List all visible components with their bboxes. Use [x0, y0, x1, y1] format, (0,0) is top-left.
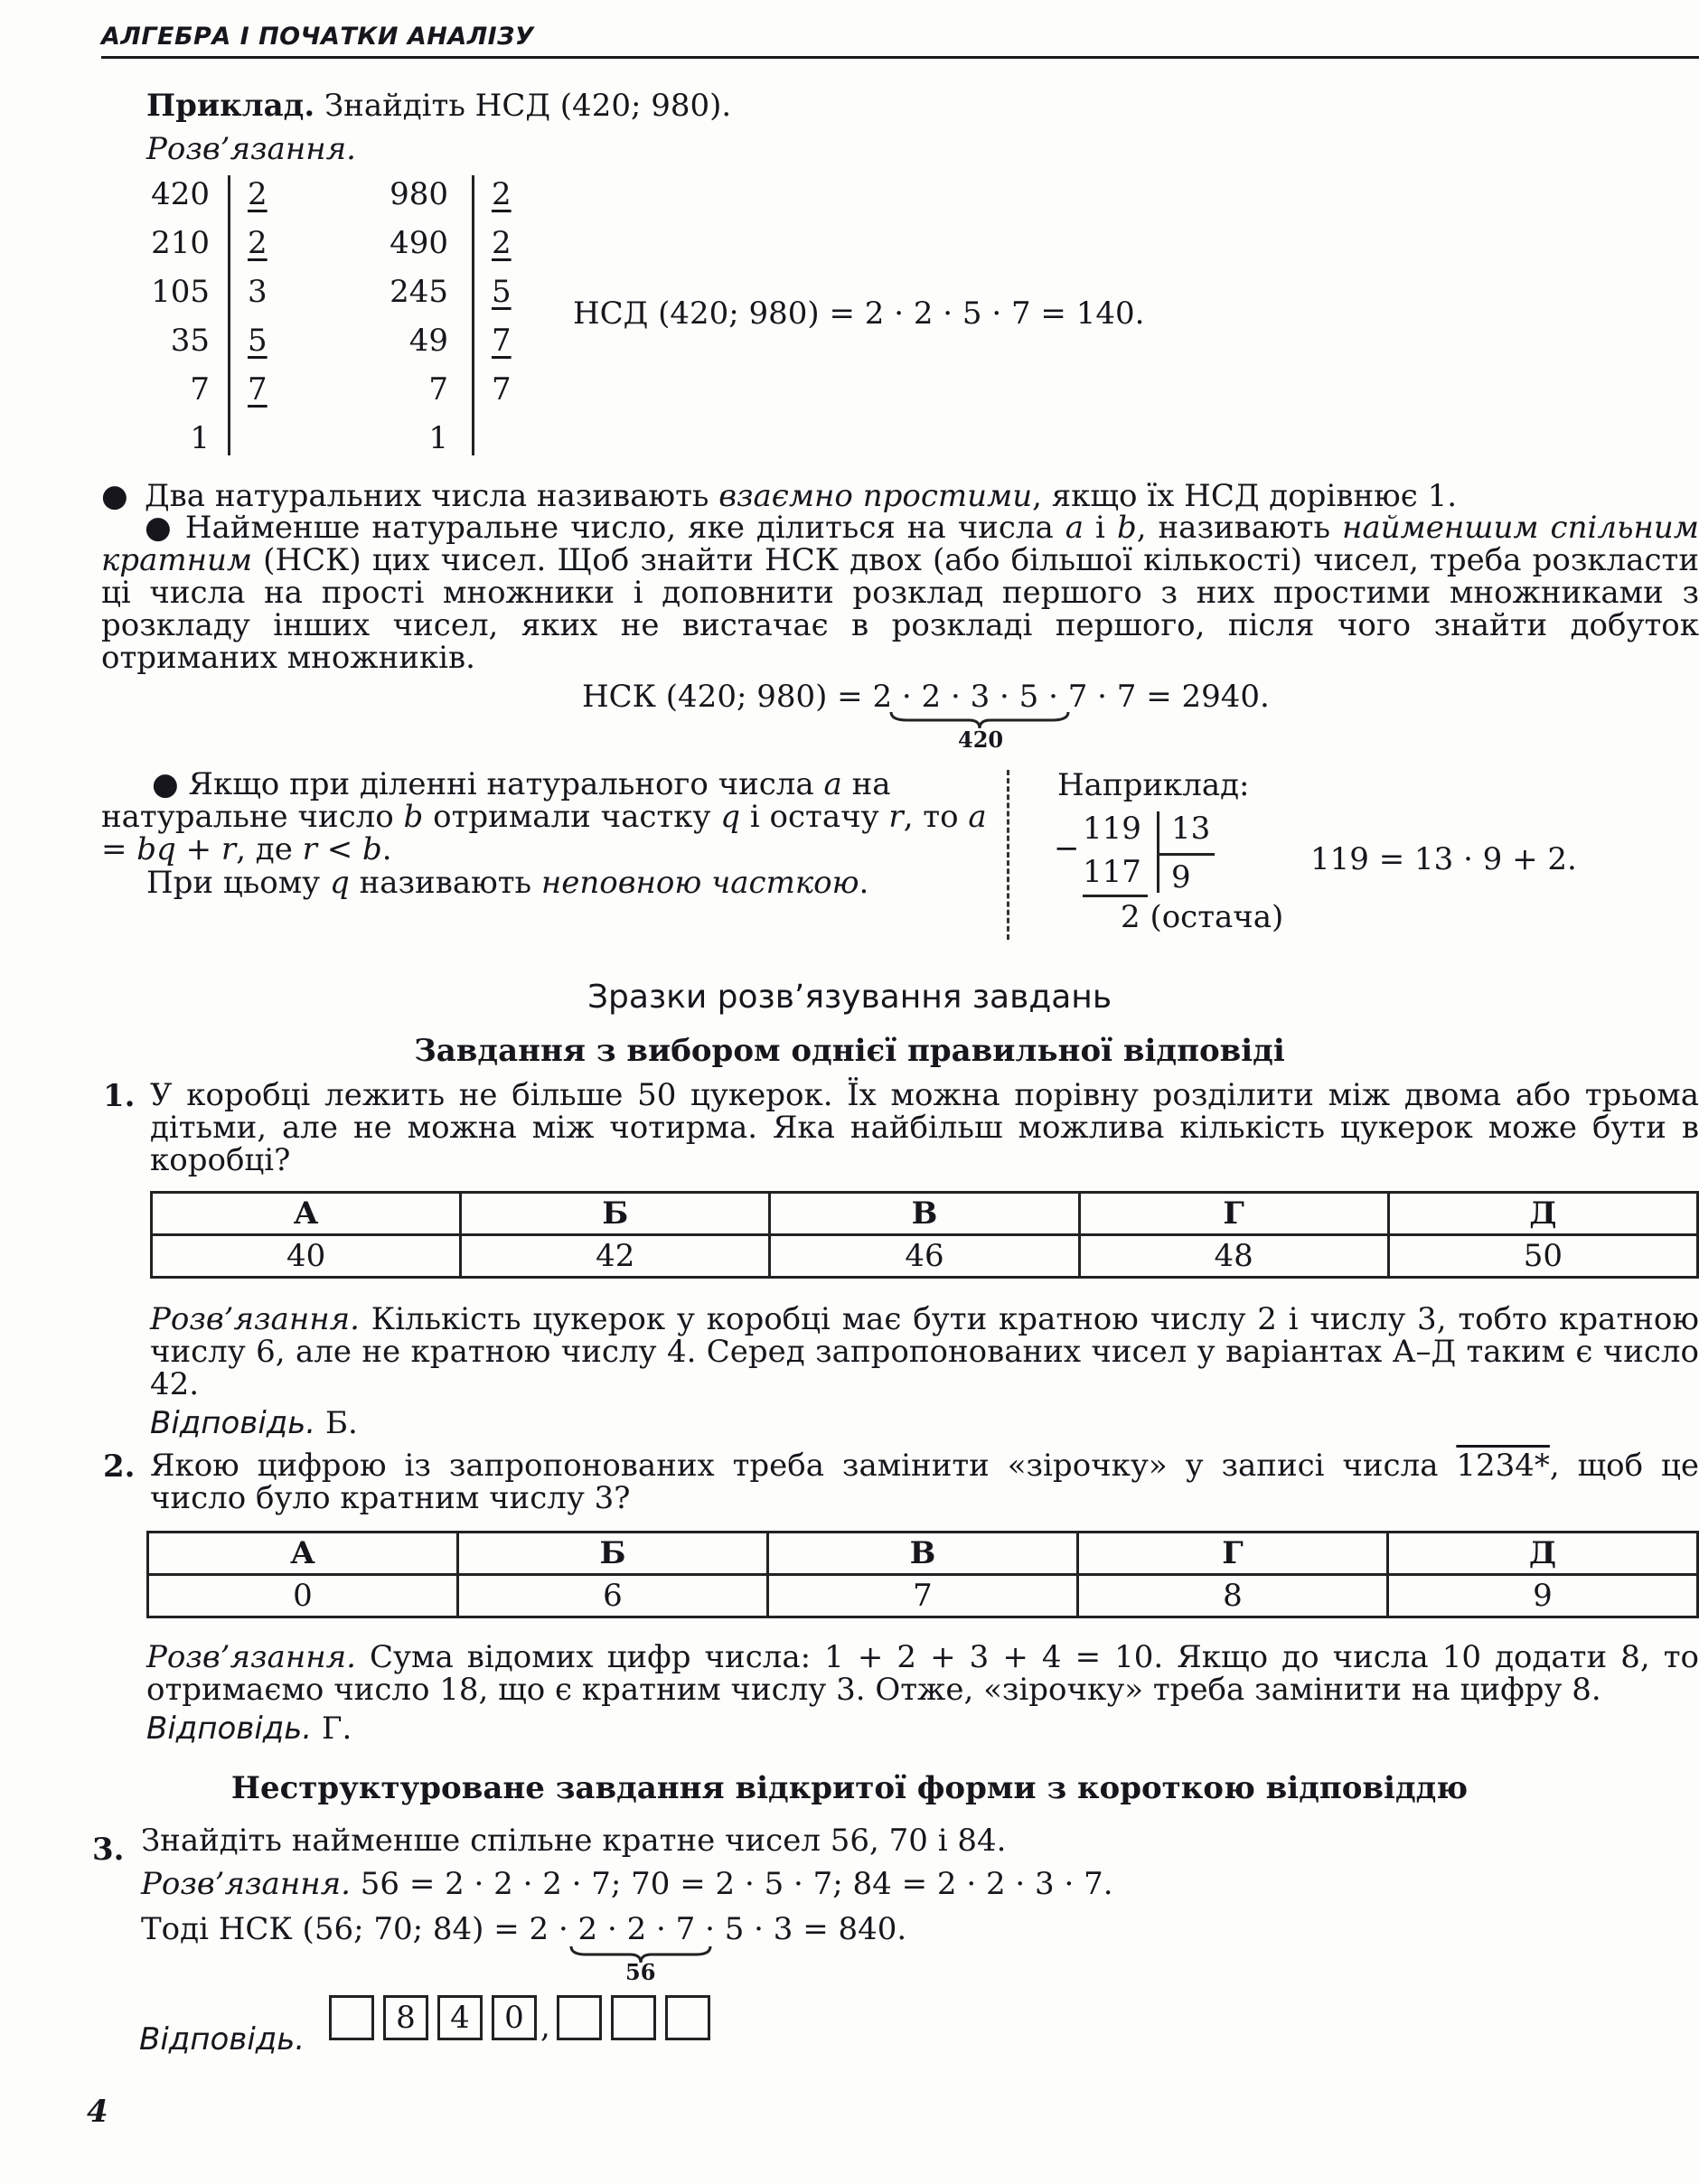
- option-value: 48: [1079, 1235, 1388, 1278]
- var-q: q: [720, 799, 741, 835]
- bullet-icon: ●: [101, 478, 128, 514]
- lcm-formula-braced: 2 · 2 · 3 · 5 · 7: [872, 679, 1088, 715]
- options-header-row: [148, 1533, 1698, 1575]
- fac-right-num: 980: [390, 176, 448, 212]
- division-text-10: .: [859, 865, 869, 901]
- fac-right-factor: 7: [492, 371, 512, 408]
- division-formula: a = bq + r: [101, 799, 987, 867]
- q1-options-table: [150, 1191, 1699, 1279]
- solution-label: Розв’язання.: [146, 1639, 356, 1675]
- q3-solution-text: 56 = 2 · 2 · 2 · 7; 70 = 2 · 5 · 7; 84 = 2 · 2 · 3 · 7.: [350, 1866, 1113, 1902]
- q2-answer: [146, 1711, 352, 1746]
- division-text-8: При цьому: [146, 865, 330, 901]
- remainder: 2 (остача): [1121, 899, 1284, 935]
- fac-left-num: 420: [151, 176, 210, 212]
- fac-left-bar: [228, 175, 230, 455]
- header-title: АЛГЕБРА І ПОЧАТКИ АНАЛІЗУ: [101, 23, 535, 51]
- q3-lcm-braced: 2 · 2 · 2 · 7: [529, 1911, 696, 1947]
- division-text-5: , то: [903, 799, 969, 835]
- header-rule: [101, 56, 1699, 59]
- incomplete-quotient: [146, 866, 868, 900]
- divisor: 13: [1171, 811, 1211, 847]
- option-value: 7: [768, 1575, 1078, 1617]
- division-text-2: на натуральне число: [101, 766, 891, 835]
- solution-label: Розв’язання.: [146, 131, 356, 167]
- q1-answer: [150, 1406, 358, 1440]
- q3-text: Знайдіть найменше спільне кратне чисел 56, 70 і 84.: [141, 1823, 1007, 1859]
- answer-label: Відповідь.: [139, 2021, 305, 2057]
- q3-brace-label: 56: [625, 1959, 656, 1985]
- division-equation: 119 = 13 · 9 + 2.: [1310, 841, 1577, 877]
- division-definition: [101, 768, 1005, 866]
- options-header-row: [152, 1193, 1698, 1235]
- option-value: 6: [458, 1575, 768, 1617]
- q2-text: [150, 1449, 1699, 1514]
- fac-right-factor: 7: [492, 323, 512, 359]
- var-q: q: [330, 865, 350, 901]
- lcm-text-2: , називають: [1136, 510, 1342, 546]
- division-condition: r < b: [302, 831, 382, 867]
- option-value: 42: [461, 1235, 770, 1278]
- division-text-6: , де: [236, 831, 303, 867]
- answer-box: [329, 1995, 374, 2040]
- fac-right-num: 490: [390, 225, 448, 261]
- var-a: a: [1065, 510, 1084, 546]
- fac-right-num: 1: [428, 420, 448, 456]
- q3-lcm-prefix: Тоді НСК (56; 70; 84) =: [141, 1911, 530, 1947]
- example-task: [146, 89, 731, 123]
- option-letter: В: [768, 1533, 1078, 1575]
- q2-text-1: Якою цифрою із запропонованих треба замінити «зірочку» у записі числа: [150, 1448, 1457, 1484]
- dividend: 119: [1083, 811, 1141, 847]
- q3-number: 3.: [92, 1832, 125, 1868]
- solution-label: Розв’язання.: [150, 1301, 360, 1337]
- option-letter: В: [770, 1193, 1079, 1235]
- fac-left-factor: 2: [248, 225, 268, 261]
- subtrahend: 117: [1083, 854, 1141, 890]
- coprime-text-2: , якщо їх НСД дорівнює 1.: [1032, 478, 1458, 514]
- fac-left-factor: 5: [248, 323, 268, 359]
- answer-box: 0: [492, 1995, 537, 2040]
- example-label: Приклад.: [146, 88, 315, 124]
- fac-left-num: 105: [151, 274, 210, 310]
- lcm-term: найменшим спільним кратним: [101, 510, 1699, 578]
- lcm-and: і: [1084, 510, 1117, 546]
- lcm-text-3: (НСК) цих чисел. Щоб знайти НСК двох (або більшої кількості) чисел, треба розкласти ці числа на прості множники і доповнити розклад першого з них простими множниками з розкладу інших чисел, яких не вистачає в розкладі першого, після чого знайти добуток отриманих множників.: [101, 542, 1699, 676]
- division-text-9: називають: [349, 865, 541, 901]
- solution-label: Розв’язання.: [141, 1866, 351, 1902]
- q2-number-term: 1234*: [1456, 1448, 1550, 1484]
- q2-answer-value: Г.: [312, 1711, 352, 1747]
- q2-solution-text: Сума відомих цифр числа: 1 + 2 + 3 + 4 = 10. Якщо до числа 10 додати 8, то отримаємо число 18, що є кратним числу 3. Отже, «зірочку» треба замінити на цифру 8.: [146, 1639, 1699, 1708]
- option-letter: Г: [1079, 1193, 1388, 1235]
- fac-left-num: 1: [190, 420, 210, 456]
- lcm-formula-prefix: НСК (420; 980) =: [582, 679, 873, 715]
- option-letter: А: [152, 1193, 461, 1235]
- division-bar: [1157, 811, 1159, 893]
- q2-options-table: [146, 1531, 1699, 1618]
- option-value: 0: [148, 1575, 458, 1617]
- option-value: 8: [1078, 1575, 1388, 1617]
- option-letter: Д: [1388, 1533, 1698, 1575]
- example-label: Наприклад:: [1057, 767, 1250, 803]
- coprime-term: взаємно простими: [718, 478, 1033, 514]
- option-letter: Г: [1078, 1533, 1388, 1575]
- answer-box: 8: [383, 1995, 428, 2040]
- subtraction-line: [1083, 895, 1148, 897]
- q1-text: У коробці лежить не більше 50 цукерок. Їх можна порівну розділити між двома або трьома дітьми, але не можна між чотирма. Яка найбільш можлива кількість цукерок може бути в коробці?: [150, 1077, 1699, 1178]
- bullet-icon: ●: [145, 510, 185, 546]
- var-b: b: [403, 799, 424, 835]
- q1-number: 1.: [103, 1078, 136, 1114]
- division-text-4: і остачу: [740, 799, 889, 835]
- option-value: 9: [1388, 1575, 1698, 1617]
- division-text-7: .: [381, 831, 392, 867]
- q3-lcm-suffix: · 5 · 3 = 840.: [695, 1911, 907, 1947]
- section-heading-2: Неструктуроване завдання відкритої форми з короткою відповіддю: [230, 1770, 1469, 1806]
- quotient-line: [1159, 853, 1215, 856]
- fac-right-bar: [472, 175, 474, 455]
- lcm-text-1: Найменше натуральне число, яке ділиться на числа: [184, 510, 1065, 546]
- fac-right-num: 7: [428, 371, 448, 408]
- minus-sign: −: [1054, 830, 1080, 867]
- option-letter: Д: [1388, 1193, 1697, 1235]
- option-letter: Б: [461, 1193, 770, 1235]
- option-letter: Б: [458, 1533, 768, 1575]
- fac-left-factor: 7: [248, 371, 268, 408]
- answer-box: [557, 1995, 602, 2040]
- lcm-brace-label: 420: [958, 726, 1004, 753]
- var-a: a: [823, 766, 842, 802]
- samples-heading: Зразки розв’язування завдань: [587, 979, 1112, 1016]
- options-value-row: [152, 1235, 1698, 1278]
- fac-right-num: 49: [408, 323, 448, 359]
- bullet-icon: ●: [152, 766, 189, 802]
- fac-left-num: 210: [151, 225, 210, 261]
- lcm-formula-suffix: · 7 = 2940.: [1087, 679, 1270, 715]
- fac-left-factor: 2: [248, 176, 268, 212]
- option-value: 50: [1388, 1235, 1697, 1278]
- options-value-row: [148, 1575, 1698, 1617]
- division-text-3: отримали частку: [423, 799, 721, 835]
- incomplete-quotient-term: неповною часткою: [540, 865, 859, 901]
- answer-comma: ,: [540, 2009, 550, 2045]
- fac-left-num: 7: [190, 371, 210, 408]
- answer-box: [611, 1995, 656, 2040]
- var-r: r: [888, 799, 904, 835]
- option-value: 40: [152, 1235, 461, 1278]
- var-b: b: [1116, 510, 1137, 546]
- answer-label: Відповідь.: [150, 1405, 316, 1441]
- fac-right-factor: 2: [492, 225, 512, 261]
- coprime-definition: [101, 479, 1699, 513]
- option-value: 46: [770, 1235, 1079, 1278]
- coprime-text-1: Два натуральних числа називають: [145, 478, 719, 514]
- q1-solution-text: Кількість цукерок у коробці має бути кратною числу 2 і числу 3, тобто кратною числу 6, але не кратною числу 4. Серед запропонованих чисел у варіантах А–Д таким є число 42.: [150, 1301, 1699, 1402]
- fac-left-num: 35: [170, 323, 210, 359]
- fac-right-factor: 2: [492, 176, 512, 212]
- q2-number: 2.: [103, 1448, 136, 1485]
- page-number: 4: [87, 2094, 108, 2130]
- fac-right-num: 245: [390, 274, 448, 310]
- lcm-definition: [101, 511, 1699, 674]
- lcm-formula: [582, 680, 1270, 714]
- dashed-divider: [1007, 770, 1009, 940]
- q2-text-2: , щоб це число було кратним числу 3?: [150, 1448, 1699, 1516]
- gcd-result: НСД (420; 980) = 2 · 2 · 5 · 7 = 140.: [573, 295, 1145, 332]
- quotient: 9: [1171, 859, 1191, 895]
- option-letter: А: [148, 1533, 458, 1575]
- example-text: Знайдіть НСД (420; 980).: [324, 88, 732, 124]
- q3-solution: [141, 1867, 1113, 1901]
- q2-solution: [146, 1641, 1699, 1706]
- answer-label: Відповідь.: [146, 1711, 313, 1747]
- answer-box: [665, 1995, 710, 2040]
- page-header: [101, 23, 1699, 56]
- q3-lcm-formula: [141, 1912, 906, 1946]
- section-heading-1: Завдання з вибором однієї правильної відповіді: [414, 1033, 1285, 1069]
- answer-box: 4: [437, 1995, 483, 2040]
- division-text-1: Якщо при діленні натурального числа: [188, 766, 824, 802]
- fac-left-factor: 3: [248, 274, 268, 310]
- q1-solution: [150, 1303, 1699, 1401]
- q1-answer-value: Б.: [315, 1405, 358, 1441]
- fac-right-factor: 5: [492, 274, 512, 310]
